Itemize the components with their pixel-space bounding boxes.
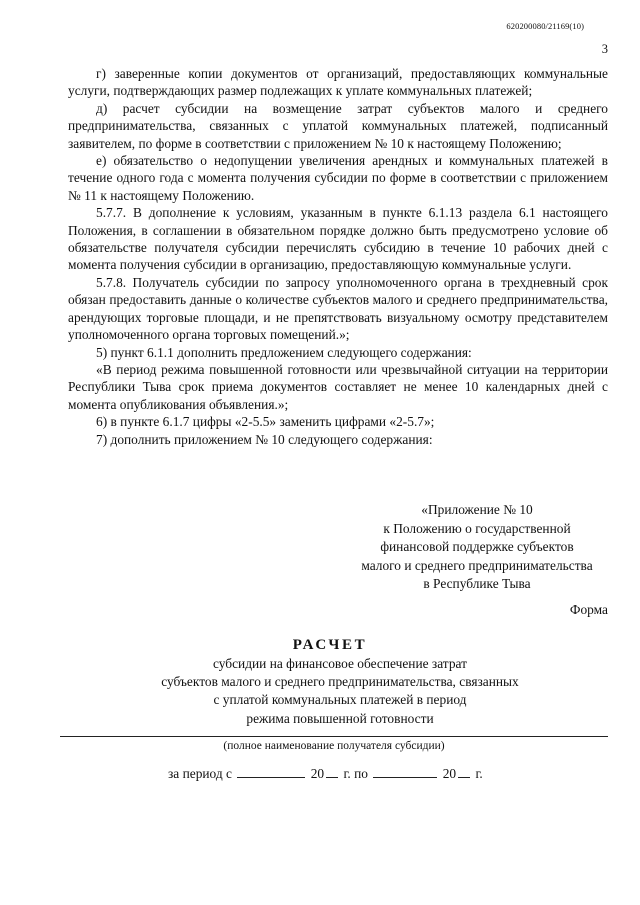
paragraph-item-6: 6) в пункте 6.1.7 цифры «2-5.5» заменить цифрами «2-5.7»; bbox=[96, 414, 435, 430]
appendix-line: «Приложение № 10 bbox=[421, 502, 533, 517]
form-label: Форма bbox=[569, 602, 608, 617]
subtitle-line: режима повышенной готовности bbox=[246, 710, 434, 726]
appendix-line: малого и среднего предпринимательства bbox=[361, 557, 593, 573]
paragraph-item-5: 5) пункт 6.1.1 дополнить предложением следующего содержания: bbox=[96, 344, 472, 360]
paragraph-e: е) обязательство о недопущении увеличения арендных и коммунальных платежей в течение одного года с момента получения субсидии по форме в соответствии с приложением № 11 к настоящему Положению. bbox=[68, 153, 608, 203]
period-start-year-field[interactable] bbox=[326, 765, 338, 778]
subtitle-line: с уплатой коммунальных платежей в период bbox=[213, 692, 467, 708]
form-subtitle bbox=[60, 655, 620, 728]
period-mid: г. по bbox=[343, 766, 368, 781]
period-suffix: г. bbox=[475, 766, 483, 781]
appendix-line: в Республике Тыва bbox=[423, 576, 531, 591]
period-line bbox=[168, 765, 483, 782]
period-prefix: за период с bbox=[168, 766, 232, 781]
paragraph-5-7-8: 5.7.8. Получатель субсидии по запросу уполномоченного органа в трехдневный срок обязан предоставить данные о количестве субъектов малого и среднего предпринимательства, арендующих торговые площади, и не препятствовать визуальному осмотру представителем уполномоченного органа торговых помещений.»; bbox=[68, 274, 608, 343]
paragraph-d: д) расчет субсидии на возмещение затрат субъектов малого и среднего предпринимательства, связанных с уплатой коммунальных платежей, подписанный заявителем, по форме в соответствии с приложением № 10 к настоящему Положению; bbox=[68, 100, 608, 151]
period-end-year-field[interactable] bbox=[458, 765, 470, 778]
form-title: РАСЧЕТ bbox=[292, 637, 368, 653]
recipient-name-line[interactable] bbox=[60, 736, 608, 737]
recipient-caption: (полное наименование получателя субсидии) bbox=[223, 740, 445, 752]
paragraph-quote: «В период режима повышенной готовности или чрезвычайной ситуации на территории Республики Тыва срок приема документов составляет не менее 10 календарных дней с момента опубликования объявления.»; bbox=[68, 361, 608, 412]
appendix-heading bbox=[332, 501, 622, 594]
period-end-date-field[interactable] bbox=[373, 765, 437, 778]
paragraph-g: г) заверенные копии документов от организаций, предоставляющих коммунальные услуги, подтверждающих размер подлежащих к уплате коммунальных платежей; bbox=[68, 66, 608, 99]
appendix-line: к Положению о государственной bbox=[383, 520, 571, 536]
paragraph-item-7: 7) дополнить приложением № 10 следующего содержания: bbox=[96, 431, 433, 447]
paragraph-5-7-7: 5.7.7. В дополнение к условиям, указанным в пункте 6.1.13 раздела 6.1 настоящего Положения, в соглашении в обязательном порядке должно быть предусмотрено условие об обязательстве получателя субсидии перечислять субсидию в течение 10 рабочих дней с момента получения субсидии в организацию, предоставляющую коммунальные услуги. bbox=[68, 205, 608, 273]
subtitle-line: субсидии на финансовое обеспечение затрат bbox=[213, 656, 467, 671]
appendix-line: финансовой поддержке субъектов bbox=[380, 539, 574, 554]
period-year-end: 20 bbox=[442, 766, 457, 781]
document-id: 620200080/21169(10) bbox=[506, 21, 584, 31]
subtitle-line: субъектов малого и среднего предпринимательства, связанных bbox=[161, 674, 519, 690]
page-number: 3 bbox=[601, 42, 608, 56]
period-start-date-field[interactable] bbox=[237, 765, 305, 778]
period-year-start: 20 bbox=[310, 766, 325, 781]
document-body bbox=[68, 65, 608, 448]
